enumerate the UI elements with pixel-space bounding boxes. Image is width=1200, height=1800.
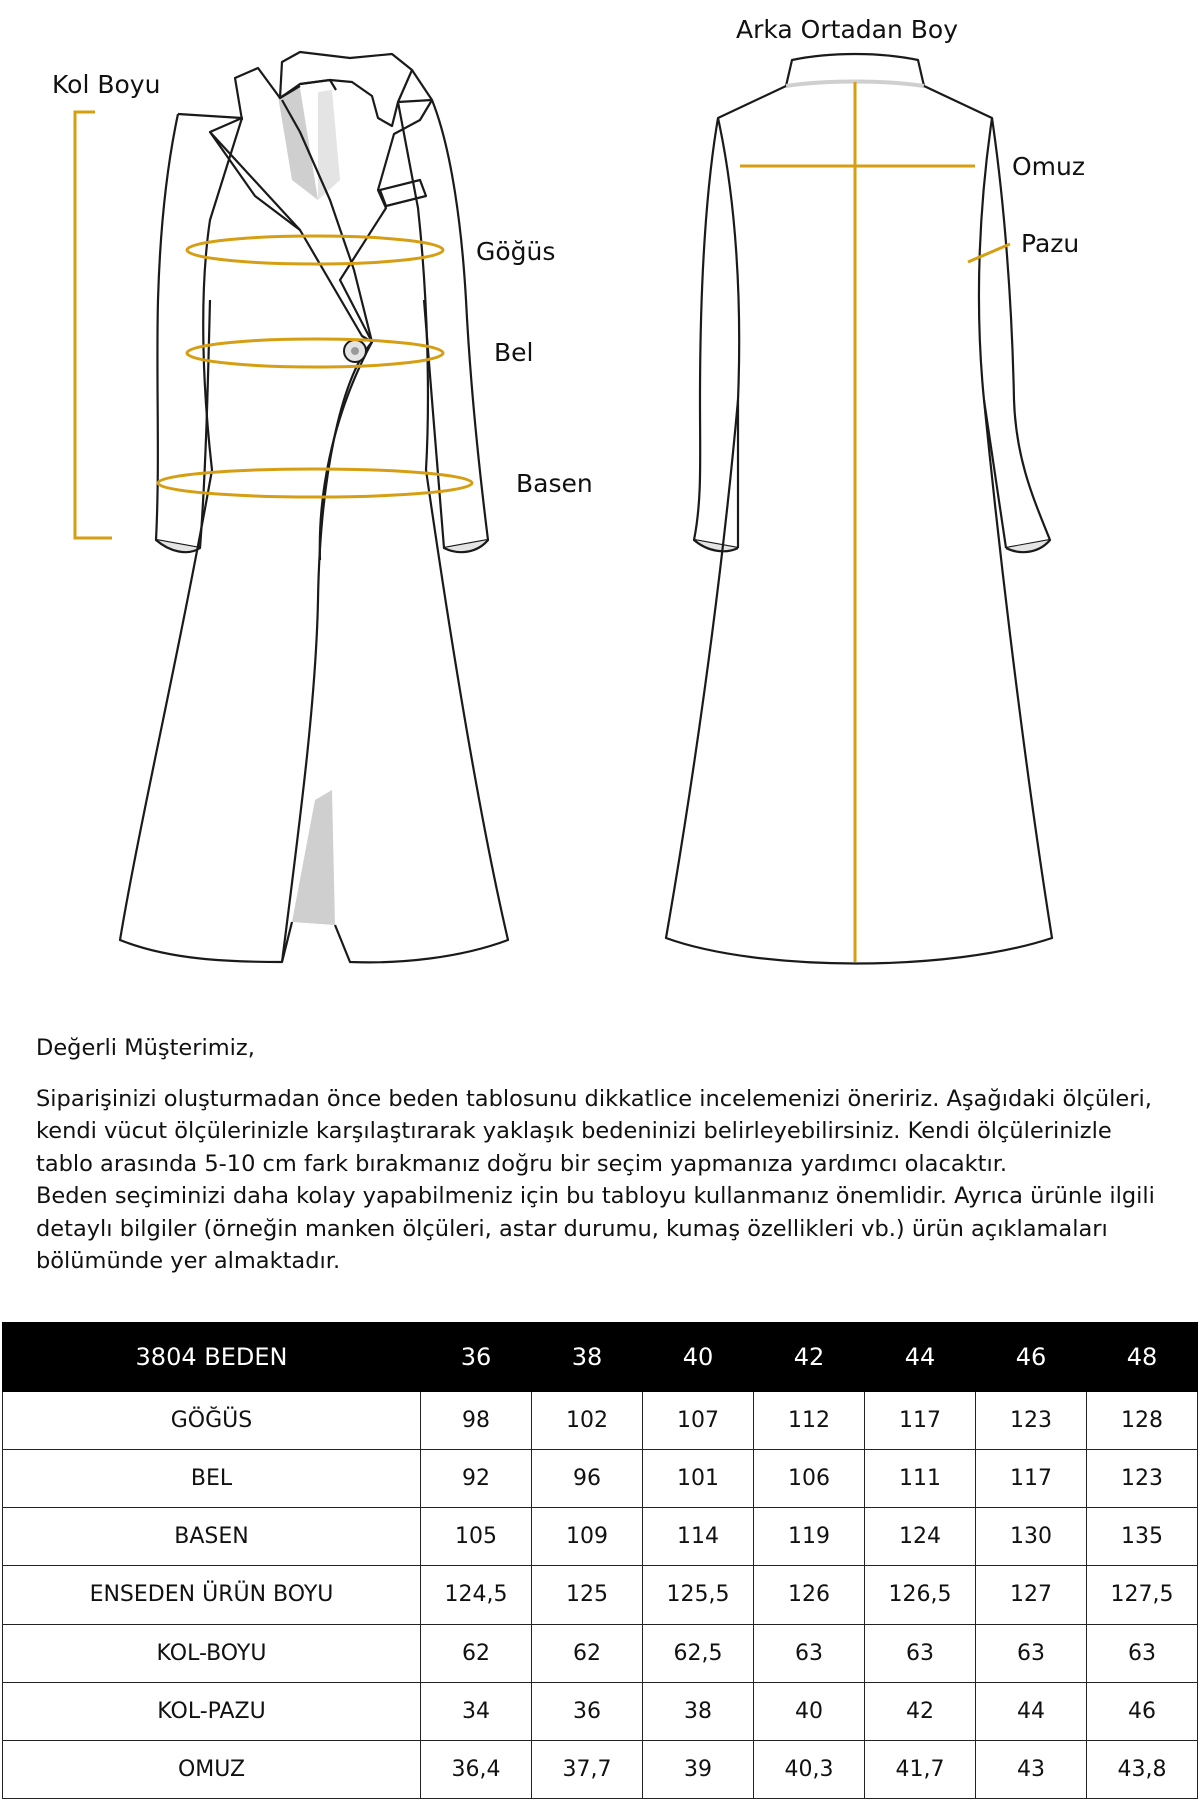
measurement-value: 107 xyxy=(643,1392,754,1450)
measurement-value: 43,8 xyxy=(1087,1740,1198,1798)
label-omuz: Omuz xyxy=(1012,152,1085,181)
measurement-label: BASEN xyxy=(3,1508,421,1566)
label-pazu: Pazu xyxy=(1021,229,1080,258)
measurement-value: 63 xyxy=(754,1624,865,1682)
header-model: 3804 BEDEN xyxy=(3,1323,421,1392)
header-size-42: 42 xyxy=(754,1323,865,1392)
measurement-value: 119 xyxy=(754,1508,865,1566)
measurement-value: 125,5 xyxy=(643,1566,754,1624)
size-table xyxy=(2,1322,1198,1799)
measurement-value: 127 xyxy=(976,1566,1087,1624)
measurement-value: 34 xyxy=(421,1682,532,1740)
measurement-value: 117 xyxy=(976,1450,1087,1508)
measurement-value: 37,7 xyxy=(532,1740,643,1798)
measurement-value: 101 xyxy=(643,1450,754,1508)
table-row xyxy=(3,1566,1198,1624)
measurement-value: 39 xyxy=(643,1740,754,1798)
table-row xyxy=(3,1682,1198,1740)
measurement-label: ENSEDEN ÜRÜN BOYU xyxy=(3,1566,421,1624)
measurement-value: 127,5 xyxy=(1087,1566,1198,1624)
header-size-38: 38 xyxy=(532,1323,643,1392)
measurement-value: 40 xyxy=(754,1682,865,1740)
measurement-value: 117 xyxy=(865,1392,976,1450)
measurement-value: 125 xyxy=(532,1566,643,1624)
measurement-value: 124 xyxy=(865,1508,976,1566)
label-kol-boyu: Kol Boyu xyxy=(52,70,161,99)
label-basen: Basen xyxy=(516,469,593,498)
measurement-value: 92 xyxy=(421,1450,532,1508)
measurement-value: 36,4 xyxy=(421,1740,532,1798)
measurement-label: BEL xyxy=(3,1450,421,1508)
measurement-value: 36 xyxy=(532,1682,643,1740)
table-row xyxy=(3,1392,1198,1450)
measurement-value: 130 xyxy=(976,1508,1087,1566)
measurement-value: 128 xyxy=(1087,1392,1198,1450)
measurement-label: OMUZ xyxy=(3,1740,421,1798)
table-row xyxy=(3,1740,1198,1798)
measurement-value: 62 xyxy=(532,1624,643,1682)
kol-boyu-bracket xyxy=(75,112,112,538)
table-row xyxy=(3,1508,1198,1566)
measurement-value: 135 xyxy=(1087,1508,1198,1566)
measurement-value: 40,3 xyxy=(754,1740,865,1798)
intro-paragraph-2: Beden seçiminizi daha kolay yapabilmeniz için bu tabloyu kullanmanız önemlidir. Ayrıca ürünle ilgili detaylı bilgiler (örneğin manken ölçüleri, astar durumu, kumaş özellikleri vb.) ürün açıklamaları bölümünde yer almaktadır. xyxy=(36,1183,1155,1274)
measurement-label: GÖĞÜS xyxy=(3,1392,421,1450)
size-table-header xyxy=(3,1323,1198,1392)
measurement-value: 124,5 xyxy=(421,1566,532,1624)
measurement-value: 98 xyxy=(421,1392,532,1450)
measurement-value: 63 xyxy=(976,1624,1087,1682)
measurement-value: 109 xyxy=(532,1508,643,1566)
measurement-value: 43 xyxy=(976,1740,1087,1798)
size-table-body xyxy=(3,1392,1198,1799)
pazu-line xyxy=(968,244,1010,262)
measurement-value: 46 xyxy=(1087,1682,1198,1740)
measurement-value: 126 xyxy=(754,1566,865,1624)
header-size-48: 48 xyxy=(1087,1323,1198,1392)
label-gogus: Göğüs xyxy=(476,237,556,266)
table-row xyxy=(3,1624,1198,1682)
back-measurement-marks xyxy=(740,82,1010,962)
bel-ring xyxy=(187,339,443,367)
measurement-value: 102 xyxy=(532,1392,643,1450)
size-header-row xyxy=(3,1323,1198,1392)
measurement-value: 62 xyxy=(421,1624,532,1682)
measurement-value: 96 xyxy=(532,1450,643,1508)
measurement-value: 63 xyxy=(865,1624,976,1682)
measurement-value: 63 xyxy=(1087,1624,1198,1682)
measurement-value: 123 xyxy=(1087,1450,1198,1508)
label-bel: Bel xyxy=(494,338,534,367)
measurement-value: 42 xyxy=(865,1682,976,1740)
label-arka-ortadan-boy: Arka Ortadan Boy xyxy=(736,15,958,44)
table-row xyxy=(3,1450,1198,1508)
header-size-46: 46 xyxy=(976,1323,1087,1392)
measurement-value: 41,7 xyxy=(865,1740,976,1798)
coat-back-view xyxy=(666,54,1052,964)
measurement-value: 126,5 xyxy=(865,1566,976,1624)
gogus-ring xyxy=(187,236,443,264)
intro-text xyxy=(36,1032,1166,1278)
measurement-value: 38 xyxy=(643,1682,754,1740)
measurement-value: 114 xyxy=(643,1508,754,1566)
measurement-value: 106 xyxy=(754,1450,865,1508)
measurement-value: 123 xyxy=(976,1392,1087,1450)
intro-paragraph-1: Siparişinizi oluşturmadan önce beden tablosunu dikkatlice incelemenizi öneririz. Aşağıdaki ölçüleri, kendi vücut ölçülerinizle karşılaştırarak yaklaşık bedeninizi belirleyebilirsiniz. Kendi ölçülerinizle tablo arasında 5-10 cm fark bırakmanız doğru bir seçim yapmanıza yardımcı olacaktır. xyxy=(36,1085,1152,1177)
measurement-label: KOL-PAZU xyxy=(3,1682,421,1740)
measurement-value: 62,5 xyxy=(643,1624,754,1682)
measurement-value: 105 xyxy=(421,1508,532,1566)
header-size-36: 36 xyxy=(421,1323,532,1392)
measurement-value: 44 xyxy=(976,1682,1087,1740)
measurement-value: 111 xyxy=(865,1450,976,1508)
greeting: Değerli Müşterimiz, xyxy=(36,1035,255,1061)
measurement-value: 112 xyxy=(754,1392,865,1450)
measurement-label: KOL-BOYU xyxy=(3,1624,421,1682)
header-size-44: 44 xyxy=(865,1323,976,1392)
basen-ring xyxy=(158,469,472,497)
coat-front-view xyxy=(120,52,508,962)
header-size-40: 40 xyxy=(643,1323,754,1392)
